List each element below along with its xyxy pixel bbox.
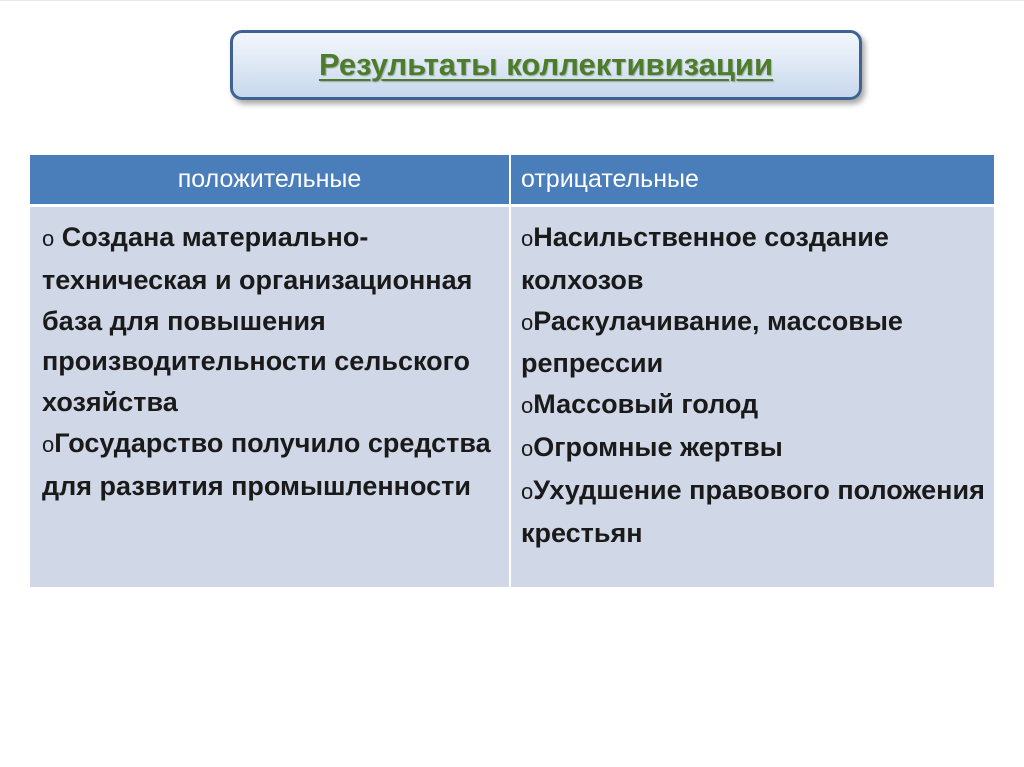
results-table [30,155,994,587]
bullet-icon: o [42,226,55,251]
table-body-row [30,207,994,587]
item-text: Огромные жертвы [533,431,783,462]
bullet-icon: o [521,435,534,461]
list-item [521,217,986,301]
list-item [42,423,501,507]
list-item [42,217,501,423]
item-text: Насильственное создание колхозов [521,222,889,295]
slide-edge [0,0,1024,1]
table-header-row [30,155,994,207]
bullet-icon: o [521,226,534,251]
bullet-icon: o [521,478,534,504]
slide-title: Результаты коллективизации [318,47,774,82]
bullet-icon: o [521,393,534,419]
item-text: Массовый голод [533,389,759,420]
item-text: Раскулачивание, массовые репрессии [521,305,903,379]
header-positive: положительные [30,155,511,207]
list-item [521,470,986,554]
bullet-icon: o [42,431,55,457]
list-item [521,427,986,470]
title-box [230,30,862,100]
negative-cell [511,207,994,587]
list-item [521,384,986,427]
list-item [521,301,986,385]
header-negative: отрицательные [511,155,994,207]
positive-cell [30,207,511,587]
item-text: Ухудшение правового положения крестьян [521,474,985,548]
bullet-icon: o [521,309,534,335]
item-text: Создана материально-техническая и организационная база для повышения производительности сельского хозяйства [42,222,473,418]
item-text: Государство получило средства для развития промышленности [42,427,491,501]
